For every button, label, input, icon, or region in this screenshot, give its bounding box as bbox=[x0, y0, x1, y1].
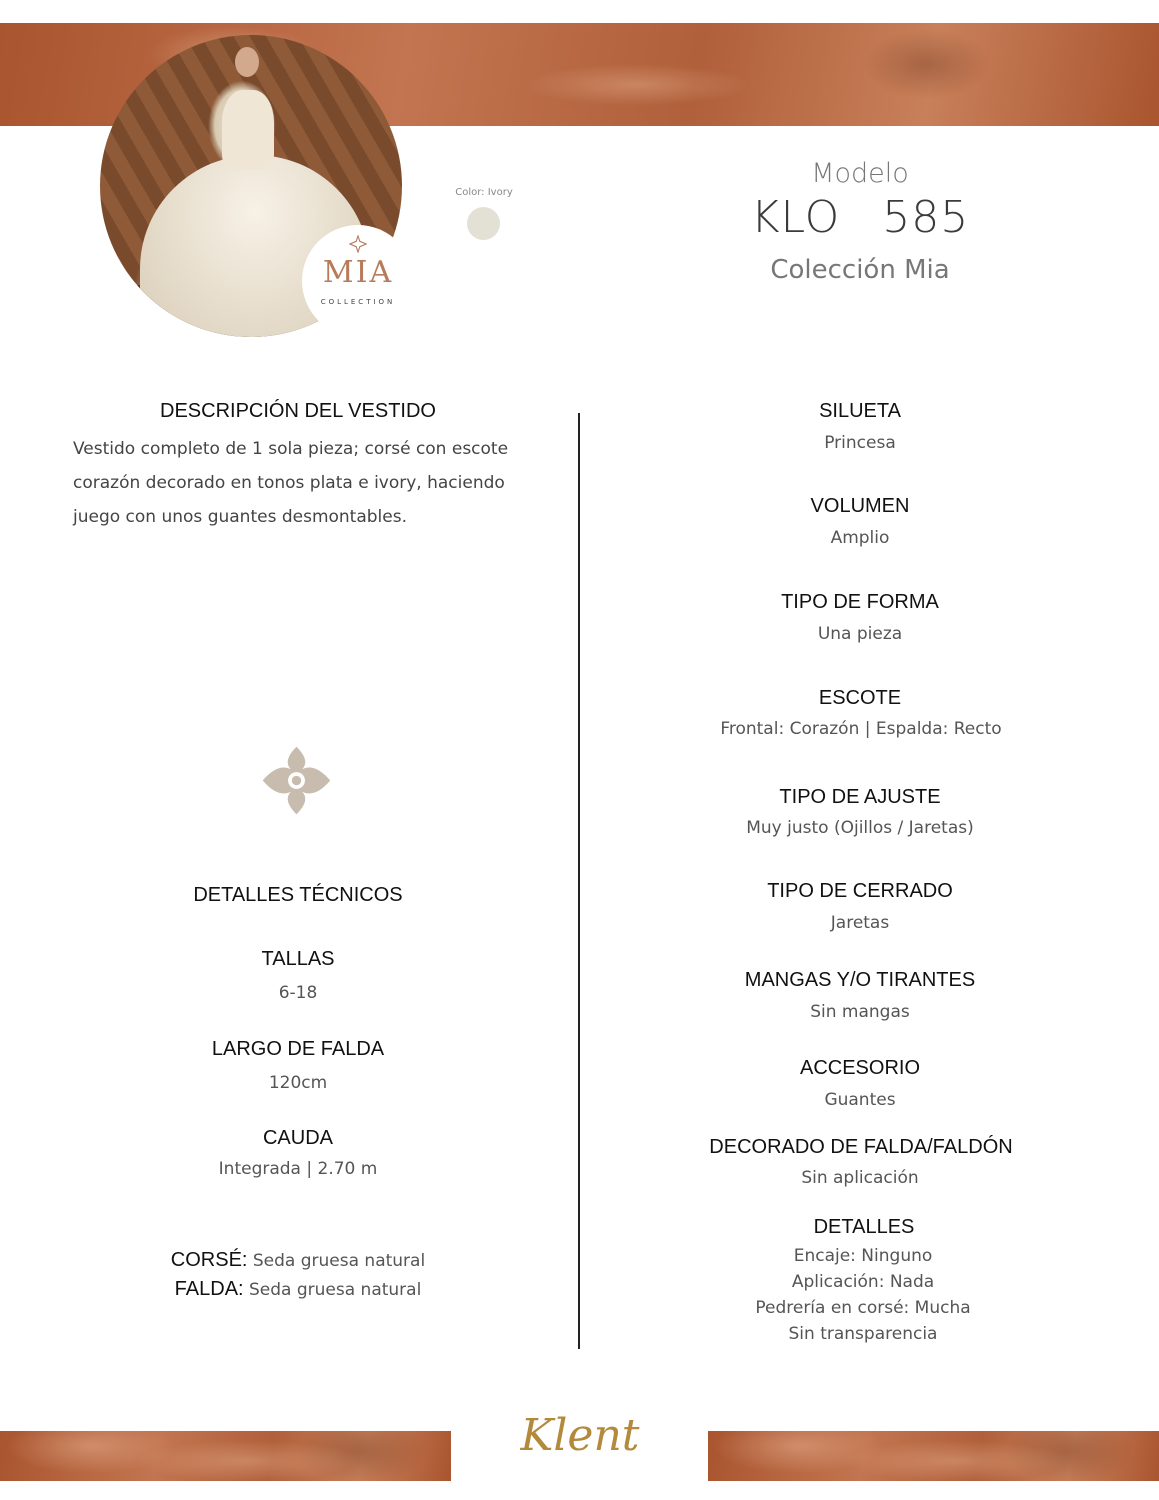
description-text: Vestido completo de 1 sola pieza; corsé con escote corazón decorado en tonos plata e ivory, haciendo juego con unos guantes desmontables. bbox=[73, 439, 509, 527]
tallas-label: TALLAS bbox=[261, 948, 335, 970]
spec-value: Amplio bbox=[830, 528, 890, 548]
collection-name: Colección Mia bbox=[770, 255, 950, 285]
mia-logo-word: MIA bbox=[322, 255, 394, 290]
falda-label: FALDA: bbox=[174, 1278, 244, 1300]
footer-band-left bbox=[0, 1431, 451, 1481]
spec-label: MANGAS Y/O TIRANTES bbox=[744, 969, 976, 991]
mia-logo-subtitle: COLLECTION bbox=[320, 298, 396, 306]
spec-value: Frontal: Corazón | Espalda: Recto bbox=[720, 719, 1002, 739]
footer-band-right bbox=[708, 1431, 1159, 1481]
falda-value: Seda gruesa natural bbox=[243, 1280, 422, 1300]
mia-star-icon bbox=[349, 235, 367, 253]
spec-label: SILUETA bbox=[819, 400, 901, 422]
spec-label: TIPO DE AJUSTE bbox=[779, 786, 941, 808]
largo-label: LARGO DE FALDA bbox=[211, 1038, 385, 1060]
cauda-label: CAUDA bbox=[262, 1127, 333, 1149]
spec-value: Princesa bbox=[824, 433, 896, 453]
spec-label: VOLUMEN bbox=[810, 495, 910, 517]
spec-value: Una pieza bbox=[817, 624, 903, 644]
description-title: DESCRIPCIÓN DEL VESTIDO bbox=[160, 400, 436, 422]
corse-label: CORSÉ: bbox=[170, 1249, 248, 1271]
falda-material bbox=[100, 1278, 496, 1301]
corse-value: Seda gruesa natural bbox=[247, 1251, 426, 1271]
spec-value: Muy justo (Ojillos / Jaretas) bbox=[746, 818, 974, 838]
detalle-line: Encaje: Ninguno bbox=[793, 1246, 933, 1266]
detalle-line: Aplicación: Nada bbox=[791, 1272, 935, 1292]
spec-label: ACCESORIO bbox=[799, 1057, 921, 1079]
spec-value: Sin mangas bbox=[810, 1002, 910, 1022]
spec-label: ESCOTE bbox=[818, 687, 902, 709]
detalle-line: Pedrería en corsé: Mucha bbox=[755, 1298, 971, 1318]
spec-value: Guantes bbox=[824, 1090, 896, 1110]
cauda-value: Integrada | 2.70 m bbox=[218, 1159, 378, 1179]
tallas-value: 6-18 bbox=[278, 983, 318, 1003]
model-label: Modelo bbox=[811, 158, 909, 189]
spec-value: Sin aplicación bbox=[801, 1168, 919, 1188]
column-divider bbox=[578, 413, 580, 1349]
color-swatch bbox=[467, 207, 500, 240]
model-code: KLO 585 bbox=[750, 192, 970, 243]
largo-value: 120cm bbox=[268, 1073, 328, 1093]
technical-title: DETALLES TÉCNICOS bbox=[193, 884, 403, 906]
clover-ornament-icon bbox=[259, 743, 334, 818]
spec-label: DECORADO DE FALDA/FALDÓN bbox=[709, 1136, 1013, 1158]
spec-value: Jaretas bbox=[830, 913, 890, 933]
mia-collection-logo bbox=[302, 225, 414, 337]
corse-material bbox=[100, 1249, 496, 1272]
klent-logo: Klent bbox=[520, 1410, 640, 1461]
color-label: Color: Ivory bbox=[455, 187, 513, 198]
detalles-label: DETALLES bbox=[813, 1216, 915, 1238]
detalle-line: Sin transparencia bbox=[788, 1324, 938, 1344]
spec-label: TIPO DE CERRADO bbox=[767, 880, 953, 902]
spec-label: TIPO DE FORMA bbox=[781, 591, 939, 613]
